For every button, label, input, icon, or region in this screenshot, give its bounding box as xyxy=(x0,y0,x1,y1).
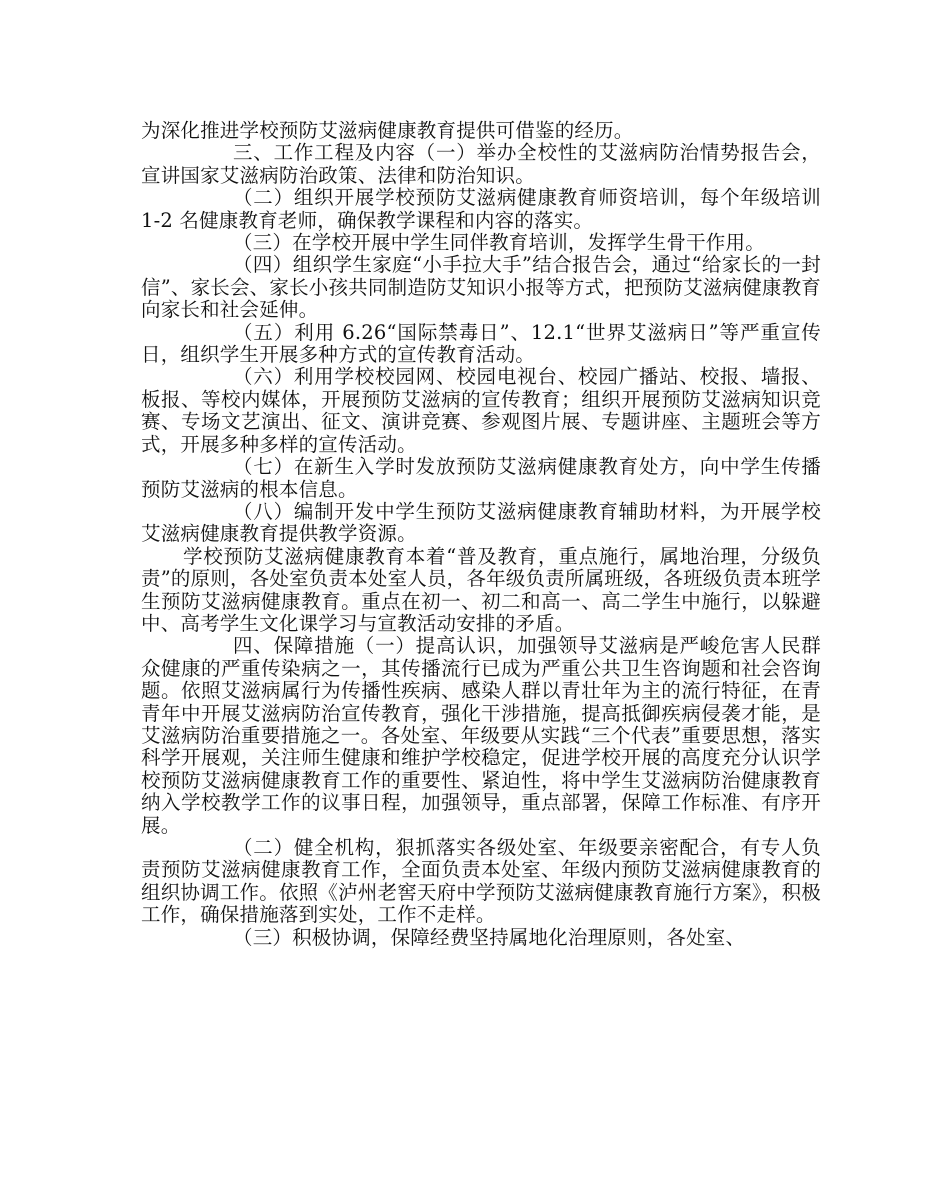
paragraph-12: （三）积极协调，保障经费坚持属地化治理原则，各处室、 xyxy=(233,925,746,949)
paragraph-4: （四）组织学生家庭“小手拉大手”结合报告会，通过“给家长的一封信”、家长会、家长小孩共同制造防艾知识小报等方式，把预防艾滋病健康教育向家长和社会延伸。 xyxy=(141,253,821,322)
paragraph-8: （八）编制开发中学生预防艾滋病健康教育辅助材料，为开展学校艾滋病健康教育提供教学资源。 xyxy=(141,499,821,546)
paragraph-5: （五）利用 6.26“国际禁毒日”、12.1“世界艾滋病日”等严重宣传日，组织学生开展多种方式的宣传教育活动。 xyxy=(141,320,821,367)
paragraph-10: 四、保障措施（一）提高认识，加强领导艾滋病是严峻危害人民群众健康的严重传染病之一，其传播流行已成为严重公共卫生咨询题和社会咨询题。依照艾滋病属行为传播性疾病、感染人群以青壮年为主的流行特征，在青青年中开展艾滋病防治宣传教育，强化干涉措施，提高抵御疾病侵袭才能，是艾滋病防治重要措施之一。各处室、年级要从实践“三个代表”重要思想，落实科学开展观，关注师生健康和维护学校稳定，促进学校开展的高度充分认识学校预防艾滋病健康教育工作的重要性、紧迫性，将中学生艾滋病防治健康教育纳入学校教学工作的议事日程，加强领导，重点部署，保障工作标准、有序开展。 xyxy=(141,634,821,837)
paragraph-6: （六）利用学校校园网、校园电视台、校园广播站、校报、墙报、板报、等校内媒体，开展预防艾滋病的宣传教育；组织开展预防艾滋病知识竞赛、专场文艺演出、征文、演讲竞赛、参观图片展、专题讲座、主题班会等方式，开展多种多样的宣传活动。 xyxy=(141,365,821,456)
paragraph-7: （七）在新生入学时发放预防艾滋病健康教育处方，向中学生传播预防艾滋病的根本信息。 xyxy=(141,455,821,501)
paragraph-1: 三、工作工程及内容（一）举办全校性的艾滋病防治情势报告会，宣讲国家艾滋病防治政策、法律和防治知识。 xyxy=(141,141,821,187)
document-body xyxy=(141,120,821,949)
paragraph-3: （三）在学校开展中学生同伴教育培训，发挥学生骨干作用。 xyxy=(233,231,765,255)
paragraph-2: （二）组织开展学校预防艾滋病健康教育师资培训，每个年级培训 1-2 名健康教育老师，确保教学课程和内容的落实。 xyxy=(141,186,821,232)
paragraph-11: （二）健全机构，狠抓落实各级处室、年级要亲密配合，有专人负责预防艾滋病健康教育工作，全面负责本处室、年级内预防艾滋病健康教育的组织协调工作。依照《泸州老窖天府中学预防艾滋病健康教育施行方案》，积极工作，确保措施落到实处，工作不走样。 xyxy=(141,836,821,927)
paragraph-9: 学校预防艾滋病健康教育本着“普及教育，重点施行，属地治理，分级负责”的原则，各处室负责本处室人员，各年级负责所属班级，各班级负责本班学生预防艾滋病健康教育。重点在初一、初二和高一、高二学生中施行，以躲避中、高考学生文化课学习与宣教活动安排的矛盾。 xyxy=(141,544,821,635)
paragraph-0: 为深化推进学校预防艾滋病健康教育提供可借鉴的经历。 xyxy=(141,119,634,142)
